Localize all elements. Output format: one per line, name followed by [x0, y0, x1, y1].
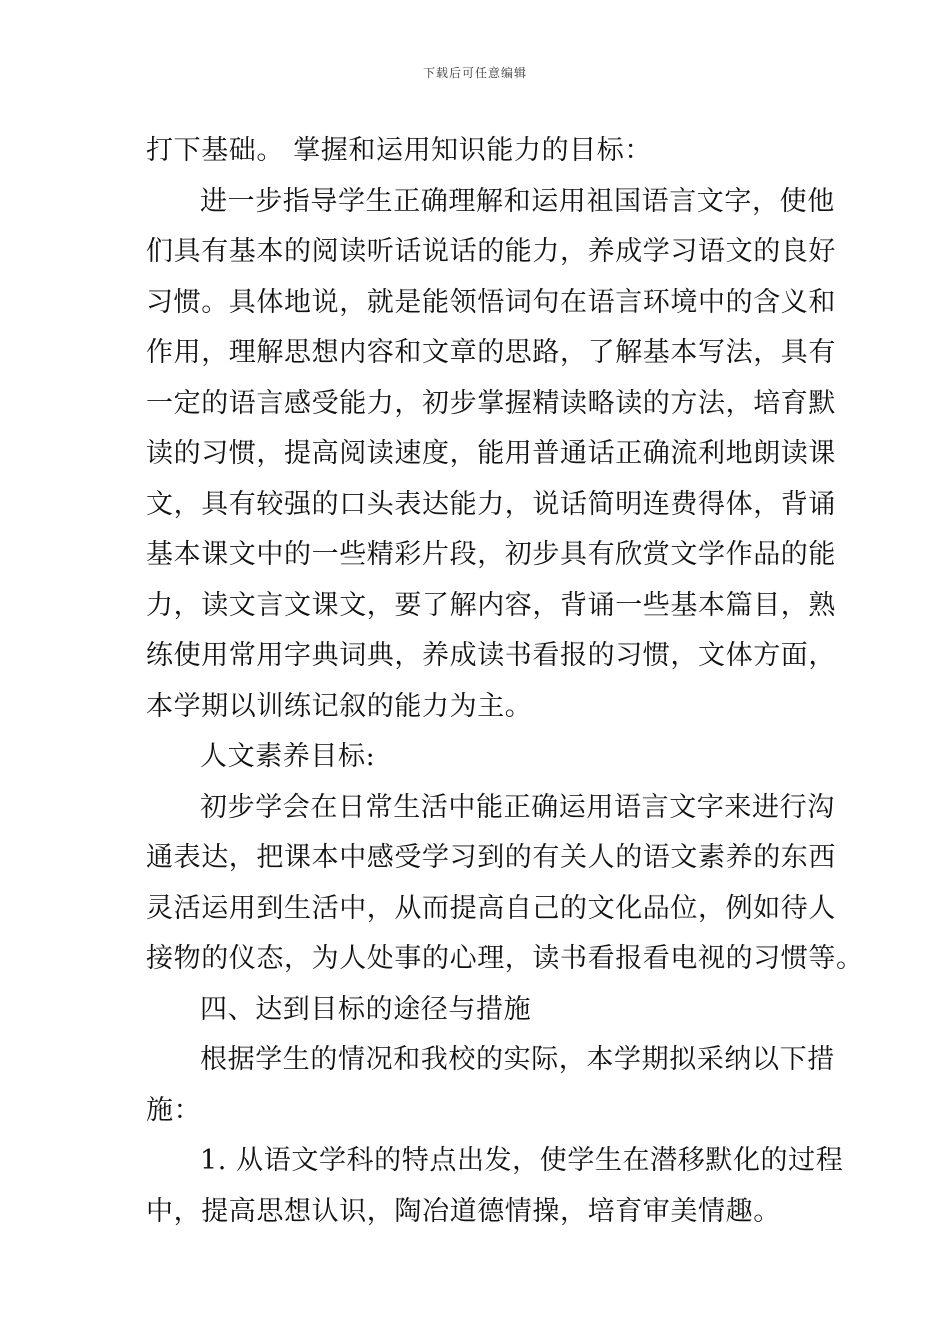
body-line: 接物的仪态，为人处事的心理，读书看报看电视的习惯等。: [146, 943, 864, 974]
body-line: 一定的语言感受能力，初步掌握精读略读的方法，培育默: [146, 387, 836, 419]
body-line: 练使用常用字典词典，养成读书看报的习惯，文体方面，: [146, 640, 836, 671]
body-line: 文，具有较强的口头表达能力，说话简明连费得体，背诵: [146, 488, 836, 520]
body-line: 力，读文言文课文，要了解内容，背诵一些基本篇目，熟: [146, 589, 836, 621]
list-item: 1. 从语文学科的特点出发，使学生在潜移默化的过程: [200, 1145, 844, 1176]
body-line: 本学期以训练记叙的能力为主。: [146, 690, 533, 722]
body-line: 基本课文中的一些精彩片段，初步具有欣赏文学作品的能: [146, 539, 836, 570]
body-line: 通表达，把课本中感受学习到的有关人的语文素养的东西: [146, 842, 836, 873]
list-item-continuation: 中，提高思想认识，陶冶道德情操，培育审美情趣。: [146, 1195, 781, 1227]
body-line: 进一步指导学生正确理解和运用祖国语言文字，使他: [200, 185, 835, 217]
body-line: 施：: [146, 1094, 202, 1126]
body-line: 打下基础。 掌握和运用知识能力的目标：: [146, 135, 652, 166]
body-line: 们具有基本的阅读听话说话的能力，养成学习语文的良好: [146, 236, 836, 267]
body-line: 灵活运用到生活中，从而提高自己的文化品位，例如待人: [146, 892, 836, 924]
section-heading: 四、达到目标的途径与措施: [200, 993, 532, 1025]
section-heading: 人文素养目标:: [200, 741, 376, 772]
body-line: 作用，理解思想内容和文章的思路，了解基本写法，具有: [146, 337, 836, 368]
body-line: 读的习惯，提高阅读速度，能用普通话正确流利地朗读课: [146, 438, 836, 469]
body-line: 初步学会在日常生活中能正确运用语言文字来进行沟: [200, 791, 835, 823]
body-line: 习惯。具体地说，就是能领悟词句在语言环境中的含义和: [146, 286, 836, 318]
body-line: 根据学生的情况和我校的实际，本学期拟采纳以下措: [200, 1044, 835, 1075]
page-header: 下载后可任意编辑: [422, 66, 527, 80]
body-text: [146, 126, 864, 1237]
